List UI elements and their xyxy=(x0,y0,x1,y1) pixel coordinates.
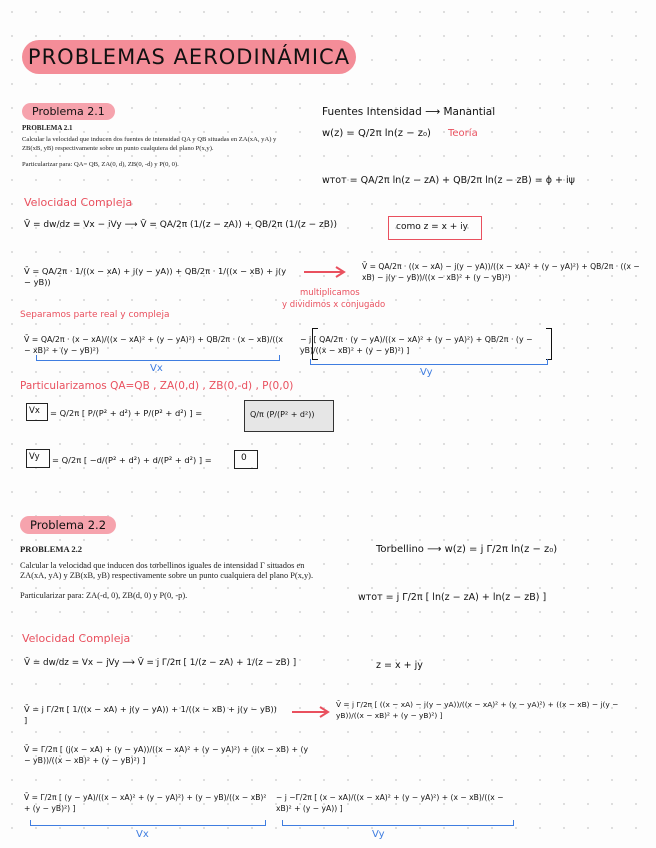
zdef: z = x + jy xyxy=(376,660,423,671)
torbellino-equation: Torbellino ⟶ w(z) = j Γ/2π ln(z − z₀) xyxy=(376,544,558,555)
vx-underline xyxy=(36,360,280,361)
arrow-red-2-icon xyxy=(290,706,334,718)
theory-equation: w(z) = Q/2π ln(z − z₀) xyxy=(322,128,431,139)
vy2-tick-right xyxy=(513,820,514,825)
vx2-tick-right xyxy=(265,820,266,825)
eq2-4-real: V̄ = Γ/2π [ (y − yA)/((x − xA)² + (y − yA)²) + (y − yB)/((x − xB)² + (y − yB)²) ] xyxy=(24,793,267,813)
vx2-label: Vx xyxy=(136,829,149,840)
velocidad-compleja-heading: Velocidad Compleja xyxy=(24,196,133,209)
eq4-imag: − j [ QA/2π · (y − yA)/((x − xA)² + (y − yA)²) + QB/2π · (y − yB)/((x − xB)² + (y − yB)²) ] xyxy=(300,335,533,355)
problem-2-1-particularizar: Particularizar para: QA= QB, ZA(0, d), ZB(0, -d) y P(0, 0). xyxy=(22,161,179,169)
separamos-heading: Separamos parte real y compleja xyxy=(20,310,170,320)
vy-tick-right xyxy=(547,359,548,364)
wtot2-equation: wᴛᴏᴛ = j Γ/2π [ ln(z − zA) + ln(z − zB) ] xyxy=(358,592,547,603)
eq2-2b: V̄ = j Γ/2π [ ((x − xA) − j(y − yA))/((x − xA)² + (y − yA)²) + ((x − xB) − j(y − yB))/((x − xB)² + (y − yB)²) ] xyxy=(336,700,619,720)
problem-2-1-statement xyxy=(22,124,284,170)
vy-equation: = Q/2π [ −d/(P² + d²) + d/(P² + d²) ] = xyxy=(52,455,212,465)
vx-label: Vx xyxy=(150,363,163,374)
problem-2-1-pill: Problema 2.1 xyxy=(22,103,115,120)
problem-2-1-text: Calcular la velocidad que inducen dos fuentes de intensidad QA y QB situadas en ZA(xA, yA) y ZB(xB, yB) respectivamente sobre un punto cualquiera del plano P(x,y). xyxy=(22,136,277,152)
eq2-1: V̄ = dw/dz = Vx − jVy ⟶ V̄ = j Γ/2π [ 1/(z − zA) + 1/(z − zB) ] xyxy=(24,658,297,668)
theory-title: Fuentes Intensidad ⟶ Manantial xyxy=(322,106,496,118)
vx-tick-left xyxy=(36,355,37,360)
vy-label: Vy xyxy=(420,367,433,378)
mult-note-1: multiplicamos xyxy=(300,288,360,298)
como-text: como z = x + iy xyxy=(396,222,468,232)
eq2-2: V̄ = j Γ/2π [ 1/((x − xA) + j(y − yA)) + 1/((x − xB) + j(y − yB)) ] xyxy=(24,704,277,725)
vx-result: Q/π (P/(P² + d²)) xyxy=(250,410,315,419)
vx2-underline xyxy=(30,825,266,826)
vx-tick-right xyxy=(279,355,280,360)
eq2: V̄ = QA/2π · 1/((x − xA) + j(y − yA)) + QB/2π · 1/((x − xB) + j(y − yB)) xyxy=(24,266,287,287)
vy-underline xyxy=(310,364,548,365)
problem-2-2-text: Calcular la velocidad que inducen dos torbellinos iguales de intensidad Γ situados en ZA(xA, yA) y ZB(xB, yB) respectivamente sobre un punto cualquiera del plano P(x,y). xyxy=(20,560,314,580)
velocidad-compleja-2-heading: Velocidad Compleja xyxy=(22,632,131,645)
vy2-label: Vy xyxy=(372,829,385,840)
vy-result: 0 xyxy=(241,453,247,463)
problem-2-2-pill: Problema 2.2 xyxy=(20,516,116,534)
problem-2-1-heading: PROBLEMA 2.1 xyxy=(22,124,73,132)
bracket-right xyxy=(546,328,552,360)
problem-2-2-statement xyxy=(20,544,326,601)
mult-note-2: y dividimos x conjugado xyxy=(282,300,386,310)
eq4-real: V̄ = QA/2π · (x − xA)/((x − xA)² + (y − yA)²) + QB/2π · (x − xB)/((x − xB)² + (y − yB)²) xyxy=(24,335,284,355)
vy-box-label: Vy xyxy=(29,452,40,462)
vy-tick-left xyxy=(310,359,311,364)
vx-equation: = Q/2π [ P/(P² + d²) + P/(P² + d²) ] = xyxy=(50,408,203,418)
eq3: V̄ = QA/2π · ((x − xA) − j(y − yA))/((x − xA)² + (y − yA)²) + QB/2π · ((x − xB) − j(y − yB))/((x − xB)² + (y − yB)²) xyxy=(362,262,640,282)
arrow-red-icon xyxy=(302,266,350,278)
problem-2-2-heading: PROBLEMA 2.2 xyxy=(20,544,83,554)
problem-2-2-particularizar: Particularizar para: ZA(-d, 0), ZB(d, 0) y P(0, -p). xyxy=(20,590,188,600)
vy2-underline xyxy=(282,825,514,826)
theory-tag: Teoría xyxy=(448,128,478,139)
vx-box-label: Vx xyxy=(29,406,40,416)
eq2-3: V̄ = Γ/2π [ (j(x − xA) + (y − yA))/((x − xA)² + (y − yA)²) + (j(x − xB) + (y − yB))/((x − xB)² + (y − yB)²) ] xyxy=(24,745,309,765)
page-title: PROBLEMAS AERODINÁMICA xyxy=(22,40,356,74)
vy2-tick-left xyxy=(282,820,283,825)
vx2-tick-left xyxy=(30,820,31,825)
wtot-equation: wᴛᴏᴛ = QA/2π ln(z − zA) + QB/2π ln(z − zB) = ϕ + iψ xyxy=(322,175,575,186)
eq2-4-imag: − j −Γ/2π [ (x − xA)/((x − xA)² + (y − yA)²) + (x − xB)/((x − xB)² + (y − yA)) ] xyxy=(276,793,504,813)
eq1: V̄ = dw/dz = Vx − iVy ⟶ V̄ = QA/2π (1/(z − zA)) + QB/2π (1/(z − zB)) xyxy=(24,220,337,230)
particularizamos-heading: Particularizamos QA=QB , ZA(0,d) , ZB(0,-d) , P(0,0) xyxy=(20,380,294,392)
